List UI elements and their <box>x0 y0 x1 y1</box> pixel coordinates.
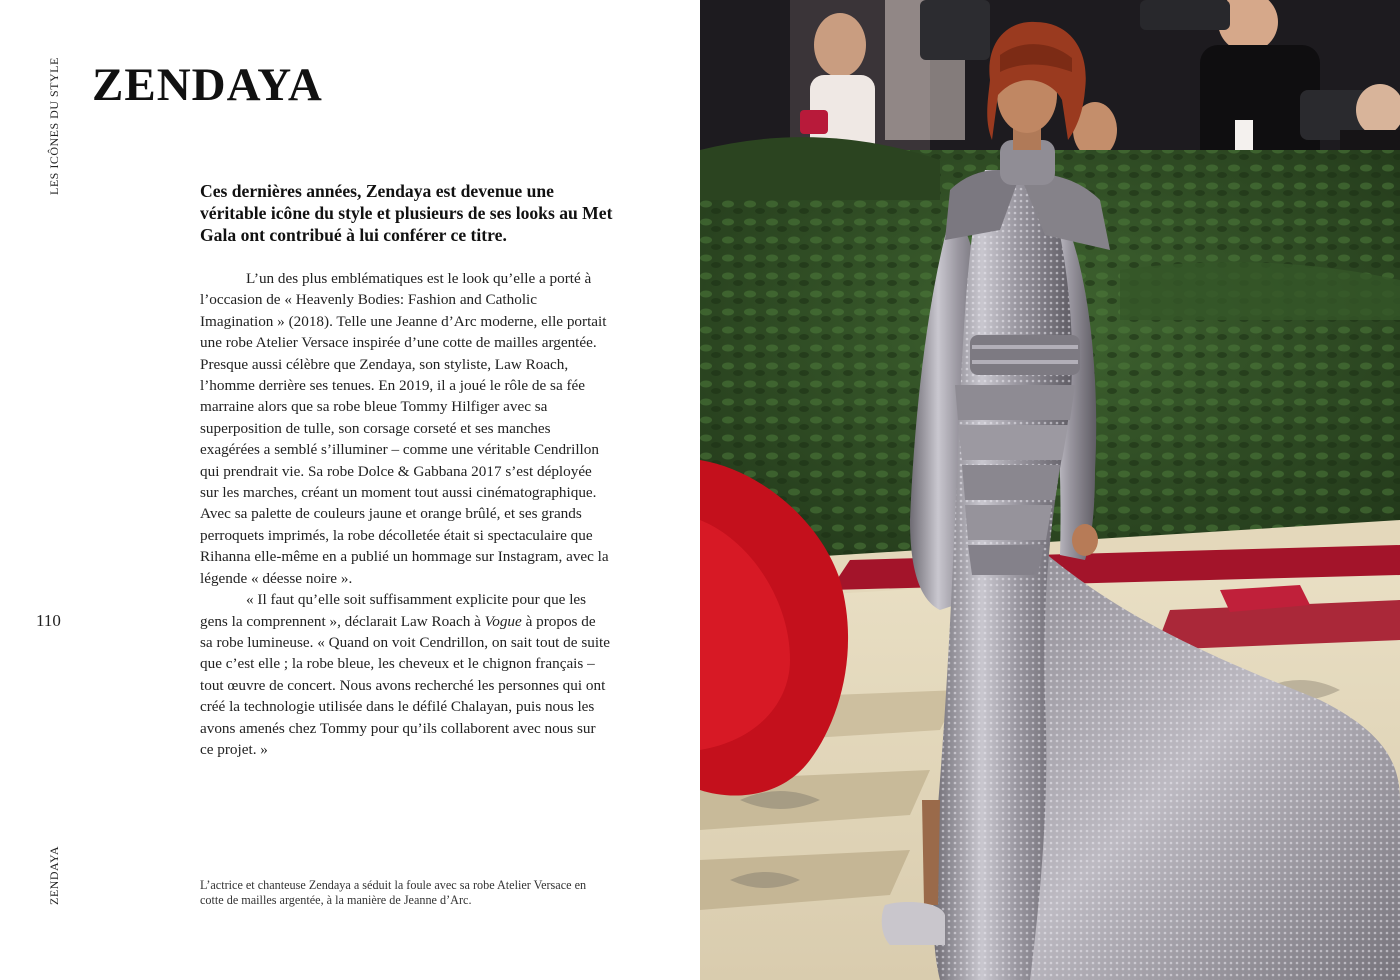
vogue-italic: Vogue <box>484 612 522 630</box>
zendaya-met-gala-photo <box>700 0 1400 980</box>
intro-paragraph: Ces dernières années, Zendaya est devenue une véritable icône du style et plusieurs de ses looks au Met Gala ont contribué à lui conférer ce titre. <box>200 181 613 245</box>
photo-page <box>700 0 1400 980</box>
body-paragraph-1: L’un des plus emblématiques est le look qu’elle a porté à l’occasion de « Heavenly Bodies: Fashion and Catholic Imagination » (2018). Telle une Jeanne d’Arc moderne, elle portait une robe Atelier Versace inspirée d’une cotte de mailles argentée. Presque aussi célèbre que Zendaya, son styliste, Law Roach, l’homme derrière ses tenues. En 2019, il a joué le rôle de sa fée marraine alors que sa robe bleue Tommy Hilfiger avec sa superposition de tulle, son corsage corseté et ses manches exagérées a semblé s’illuminer – comme une véritable Cendrillon qui prendrait vie. Sa robe Dolce & Gabbana 2017 s’est déployée sur les marches, créant un moment tout aussi cinématographique. Avec sa palette de couleurs jaune et orange brûlé, et ses grands perroquets imprimés, la robe décolletée était si spectaculaire que Rihanna elle-même en a publié un hommage sur Instagram, avec la légende « déesse noire ». <box>200 270 609 587</box>
silver-shoe <box>882 902 945 945</box>
page-number: 110 <box>36 611 61 630</box>
article-body <box>200 268 612 760</box>
page-title: ZENDAYA <box>92 59 323 111</box>
body-paragraph-2 <box>200 589 612 760</box>
chapter-running-head: ZENDAYA <box>47 845 61 905</box>
paragraph-2-part-2: à propos de sa robe lumineuse. « Quand on voit Cendrillon, on sait tout de suite que c’est elle ; la robe bleue, les cheveux et le chignon français – tout œuvre de concert. Nous avons recherché les personnes qui ont créé la technologie utilisée dans le défilé Chalayan, puis nous les avons amenés chez Tommy pour qu’ils collaborent avec nous sur ce projet. » <box>200 612 611 758</box>
photo-caption: L’actrice et chanteuse Zendaya a séduit la foule avec sa robe Atelier Versace en cotte de mailles argentée, à la manière de Jeanne d’Arc. <box>200 878 587 907</box>
paragraph-2-part-1: « Il faut qu’elle soit suffisamment explicite pour que les gens la comprennent », déclarait Law Roach à <box>200 591 587 630</box>
section-running-head: LES ICÔNES DU STYLE <box>47 57 61 195</box>
